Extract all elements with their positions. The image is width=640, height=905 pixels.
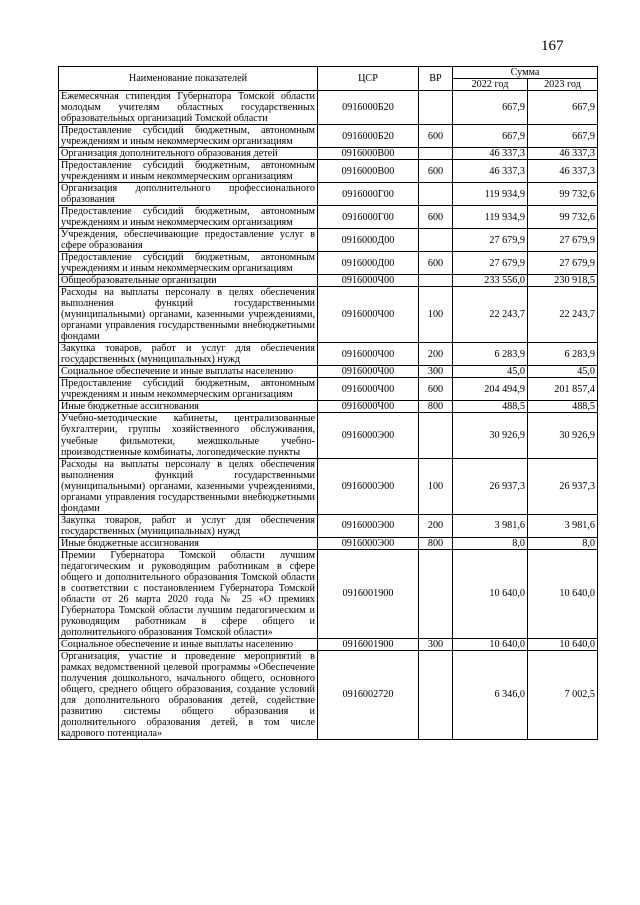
row-2023-cell: 10 640,0 [528,638,598,650]
header-year-2023: 2023 год [528,79,598,91]
row-2022-cell: 46 337,3 [453,160,528,183]
row-name-cell: Закупка товаров, работ и услуг для обеспечения государственных (муниципальных) нужд [59,514,318,537]
row-2023-cell: 3 981,6 [528,514,598,537]
row-name-cell: Учреждения, обеспечивающие предоставление услуг в сфере образования [59,229,318,252]
row-name-cell: Предоставление субсидий бюджетным, автономным учреждениям и иным некоммерческим организациям [59,252,318,275]
row-2022-cell: 26 937,3 [453,458,528,514]
row-csr-cell: 0916000Ч00 [318,378,419,401]
row-2023-cell: 27 679,9 [528,229,598,252]
header-name: Наименование показателей [59,67,318,91]
row-csr-cell: 0916000Ч00 [318,401,419,413]
row-csr-cell: 0916000Э00 [318,413,419,458]
row-name-cell: Учебно-методические кабинеты, централизованные бухгалтерии, группы хозяйственного обслуживания, учебные фильмотеки, межшкольные учебно-производственные комбинаты, логопедические пункты [59,413,318,458]
row-vr-cell [419,650,453,739]
table-row [59,378,598,401]
row-name-cell: Предоставление субсидий бюджетным, автономным учреждениям и иным некоммерческим организациям [59,206,318,229]
row-2022-cell: 10 640,0 [453,638,528,650]
row-vr-cell: 600 [419,160,453,183]
table-row [59,275,598,287]
row-vr-cell [419,148,453,160]
row-vr-cell: 600 [419,206,453,229]
row-vr-cell [419,275,453,287]
row-2022-cell: 6 283,9 [453,343,528,366]
header-vr: ВР [419,67,453,91]
table-row [59,148,598,160]
row-2022-cell: 27 679,9 [453,229,528,252]
table-row [59,91,598,125]
row-2022-cell: 46 337,3 [453,148,528,160]
table-row [59,183,598,206]
header-year-2022: 2022 год [453,79,528,91]
row-2022-cell: 27 679,9 [453,252,528,275]
row-csr-cell: 0916001900 [318,549,419,638]
row-2023-cell: 667,9 [528,125,598,148]
row-name-cell: Предоставление субсидий бюджетным, автономным учреждениям и иным некоммерческим организациям [59,160,318,183]
row-2023-cell: 46 337,3 [528,160,598,183]
page-number: 167 [541,38,564,54]
row-2023-cell: 46 337,3 [528,148,598,160]
row-name-cell: Расходы на выплаты персоналу в целях обеспечения выполнения функций государственными (муниципальными) органами, казенными учреждениями, органами управления государственными внебюджетными фондами [59,287,318,343]
table-row [59,287,598,343]
row-name-cell: Иные бюджетные ассигнования [59,537,318,549]
row-csr-cell: 0916000Д00 [318,252,419,275]
row-2022-cell: 30 926,9 [453,413,528,458]
row-vr-cell [419,413,453,458]
table-row [59,650,598,739]
row-csr-cell: 0916000Г00 [318,183,419,206]
row-vr-cell: 100 [419,287,453,343]
row-2022-cell: 233 556,0 [453,275,528,287]
budget-table [58,66,598,740]
row-vr-cell: 100 [419,458,453,514]
row-2022-cell: 22 243,7 [453,287,528,343]
row-csr-cell: 0916000Э00 [318,514,419,537]
row-2022-cell: 6 346,0 [453,650,528,739]
row-vr-cell [419,549,453,638]
row-2022-cell: 119 934,9 [453,206,528,229]
table-row [59,401,598,413]
row-2023-cell: 10 640,0 [528,549,598,638]
row-name-cell: Организация, участие и проведение мероприятий в рамках ведомственной целевой программы «Обеспечение получения дошкольного, начального общего, основного общего, среднего общего образования, создание условий для дополнительного образования детей, содействие развитию системы общего образования и дополнительного образования детей, в том числе кадрового потенциала» [59,650,318,739]
row-2023-cell: 230 918,5 [528,275,598,287]
row-2023-cell: 27 679,9 [528,252,598,275]
row-2023-cell: 201 857,4 [528,378,598,401]
table-row [59,125,598,148]
table-row [59,413,598,458]
row-name-cell: Организация дополнительного профессионального образования [59,183,318,206]
row-csr-cell: 0916000В00 [318,160,419,183]
row-2023-cell: 45,0 [528,366,598,378]
row-csr-cell: 0916000Г00 [318,206,419,229]
table-row [59,549,598,638]
header-sum: Сумма [453,67,598,79]
row-name-cell: Социальное обеспечение и иные выплаты населению [59,366,318,378]
table-row [59,458,598,514]
row-csr-cell: 0916000Ч00 [318,366,419,378]
row-2022-cell: 8,0 [453,537,528,549]
row-2023-cell: 22 243,7 [528,287,598,343]
header-row [59,67,598,79]
row-csr-cell: 0916000В00 [318,148,419,160]
row-vr-cell [419,91,453,125]
row-name-cell: Ежемесячная стипендия Губернатора Томской области молодым учителям областных государственных образовательных организаций Томской области [59,91,318,125]
row-2022-cell: 119 934,9 [453,183,528,206]
table-row [59,229,598,252]
row-vr-cell [419,183,453,206]
table-row [59,366,598,378]
row-2023-cell: 99 732,6 [528,206,598,229]
row-vr-cell: 300 [419,366,453,378]
row-csr-cell: 0916001900 [318,638,419,650]
row-vr-cell: 300 [419,638,453,650]
row-csr-cell: 0916000Э00 [318,458,419,514]
row-vr-cell: 800 [419,537,453,549]
row-csr-cell: 0916000Ч00 [318,343,419,366]
row-csr-cell: 0916000Б20 [318,91,419,125]
row-2022-cell: 45,0 [453,366,528,378]
row-csr-cell: 0916000Ч00 [318,275,419,287]
row-2022-cell: 3 981,6 [453,514,528,537]
row-vr-cell [419,229,453,252]
table-row [59,514,598,537]
table-row [59,252,598,275]
row-name-cell: Предоставление субсидий бюджетным, автономным учреждениям и иным некоммерческим организациям [59,125,318,148]
row-vr-cell: 600 [419,125,453,148]
table-row [59,206,598,229]
row-2023-cell: 8,0 [528,537,598,549]
row-name-cell: Иные бюджетные ассигнования [59,401,318,413]
row-2023-cell: 26 937,3 [528,458,598,514]
row-csr-cell: 0916000Ч00 [318,287,419,343]
row-2022-cell: 204 494,9 [453,378,528,401]
row-name-cell: Расходы на выплаты персоналу в целях обеспечения выполнения функций государственными (муниципальными) органами, казенными учреждениями, органами управления государственными внебюджетными фондами [59,458,318,514]
row-vr-cell: 600 [419,378,453,401]
row-csr-cell: 0916002720 [318,650,419,739]
row-2022-cell: 667,9 [453,91,528,125]
table-row [59,638,598,650]
row-2023-cell: 488,5 [528,401,598,413]
row-vr-cell: 200 [419,343,453,366]
row-2023-cell: 99 732,6 [528,183,598,206]
row-vr-cell: 800 [419,401,453,413]
row-csr-cell: 0916000Э00 [318,537,419,549]
row-2022-cell: 667,9 [453,125,528,148]
row-vr-cell: 600 [419,252,453,275]
row-name-cell: Премии Губернатора Томской области лучшим педагогическим и руководящим работникам в сфере общего и дополнительного образования Томской области в соответствии с постановлением Губернатора Томской области от 26 марта 2020 года № 25 «О премиях Губернатора Томской области лучшим педагогическим и руководящим работникам в сфере общего и дополнительного образования Томской области» [59,549,318,638]
row-name-cell: Предоставление субсидий бюджетным, автономным учреждениям и иным некоммерческим организациям [59,378,318,401]
table-row [59,160,598,183]
row-2023-cell: 7 002,5 [528,650,598,739]
row-vr-cell: 200 [419,514,453,537]
row-2023-cell: 6 283,9 [528,343,598,366]
row-name-cell: Организация дополнительного образования детей [59,148,318,160]
row-2022-cell: 10 640,0 [453,549,528,638]
header-csr: ЦСР [318,67,419,91]
row-2023-cell: 30 926,9 [528,413,598,458]
budget-table-body [59,67,598,740]
row-2022-cell: 488,5 [453,401,528,413]
row-2023-cell: 667,9 [528,91,598,125]
row-csr-cell: 0916000Д00 [318,229,419,252]
row-csr-cell: 0916000Б20 [318,125,419,148]
table-row [59,537,598,549]
row-name-cell: Закупка товаров, работ и услуг для обеспечения государственных (муниципальных) нужд [59,343,318,366]
table-row [59,343,598,366]
row-name-cell: Социальное обеспечение и иные выплаты населению [59,638,318,650]
row-name-cell: Общеобразовательные организации [59,275,318,287]
